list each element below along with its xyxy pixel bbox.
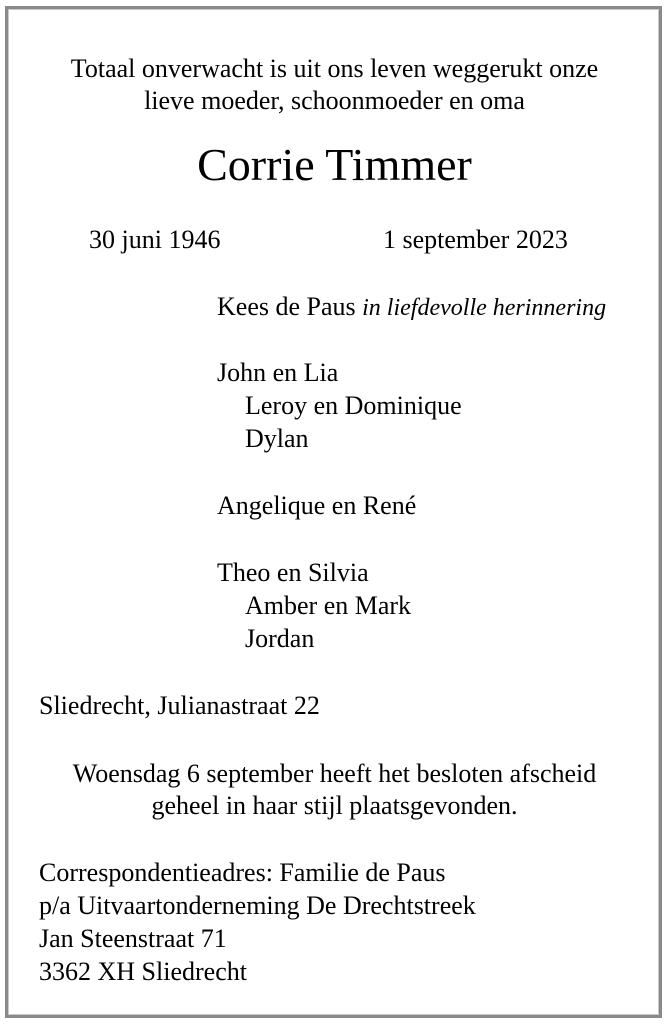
deceased-name: Corrie Timmer	[197, 139, 472, 190]
correspondence-line-2: p/a Uitvaartonderneming De Drechtstreek	[39, 891, 476, 920]
family-group-1-child-1: Leroy en Dominique	[245, 391, 462, 420]
correspondence-line-3: Jan Steenstraat 71	[39, 924, 227, 953]
partner-note: in liefdevolle herinnering	[362, 295, 607, 321]
birth-date: 30 juni 1946	[89, 225, 221, 254]
intro-line-2: lieve moeder, schoonmoeder en oma	[144, 86, 525, 115]
farewell-line-2: geheel in haar stijl plaatsgevonden.	[151, 791, 518, 820]
family-group-3-parents: Theo en Silvia	[217, 558, 369, 587]
intro-line-1: Totaal onverwacht is uit ons leven weggerukt onze	[70, 54, 599, 83]
family-group-2-parents: Angelique en René	[217, 491, 417, 520]
correspondence-line-4: 3362 XH Sliedrecht	[39, 957, 247, 986]
family-group-3-child-2: Jordan	[245, 624, 315, 653]
correspondence-line-1: Correspondentieadres: Familie de Paus	[39, 858, 446, 887]
partner-line	[217, 291, 606, 324]
residence-address: Sliedrecht, Julianastraat 22	[39, 691, 320, 720]
death-date: 1 september 2023	[383, 225, 568, 254]
farewell-line-1: Woensdag 6 september heeft het besloten afscheid	[72, 759, 597, 788]
family-group-3-child-1: Amber en Mark	[245, 591, 412, 620]
family-group-1-child-2: Dylan	[245, 424, 309, 453]
partner-name: Kees de Paus	[217, 292, 356, 321]
family-group-1-parents: John en Lia	[217, 358, 339, 387]
